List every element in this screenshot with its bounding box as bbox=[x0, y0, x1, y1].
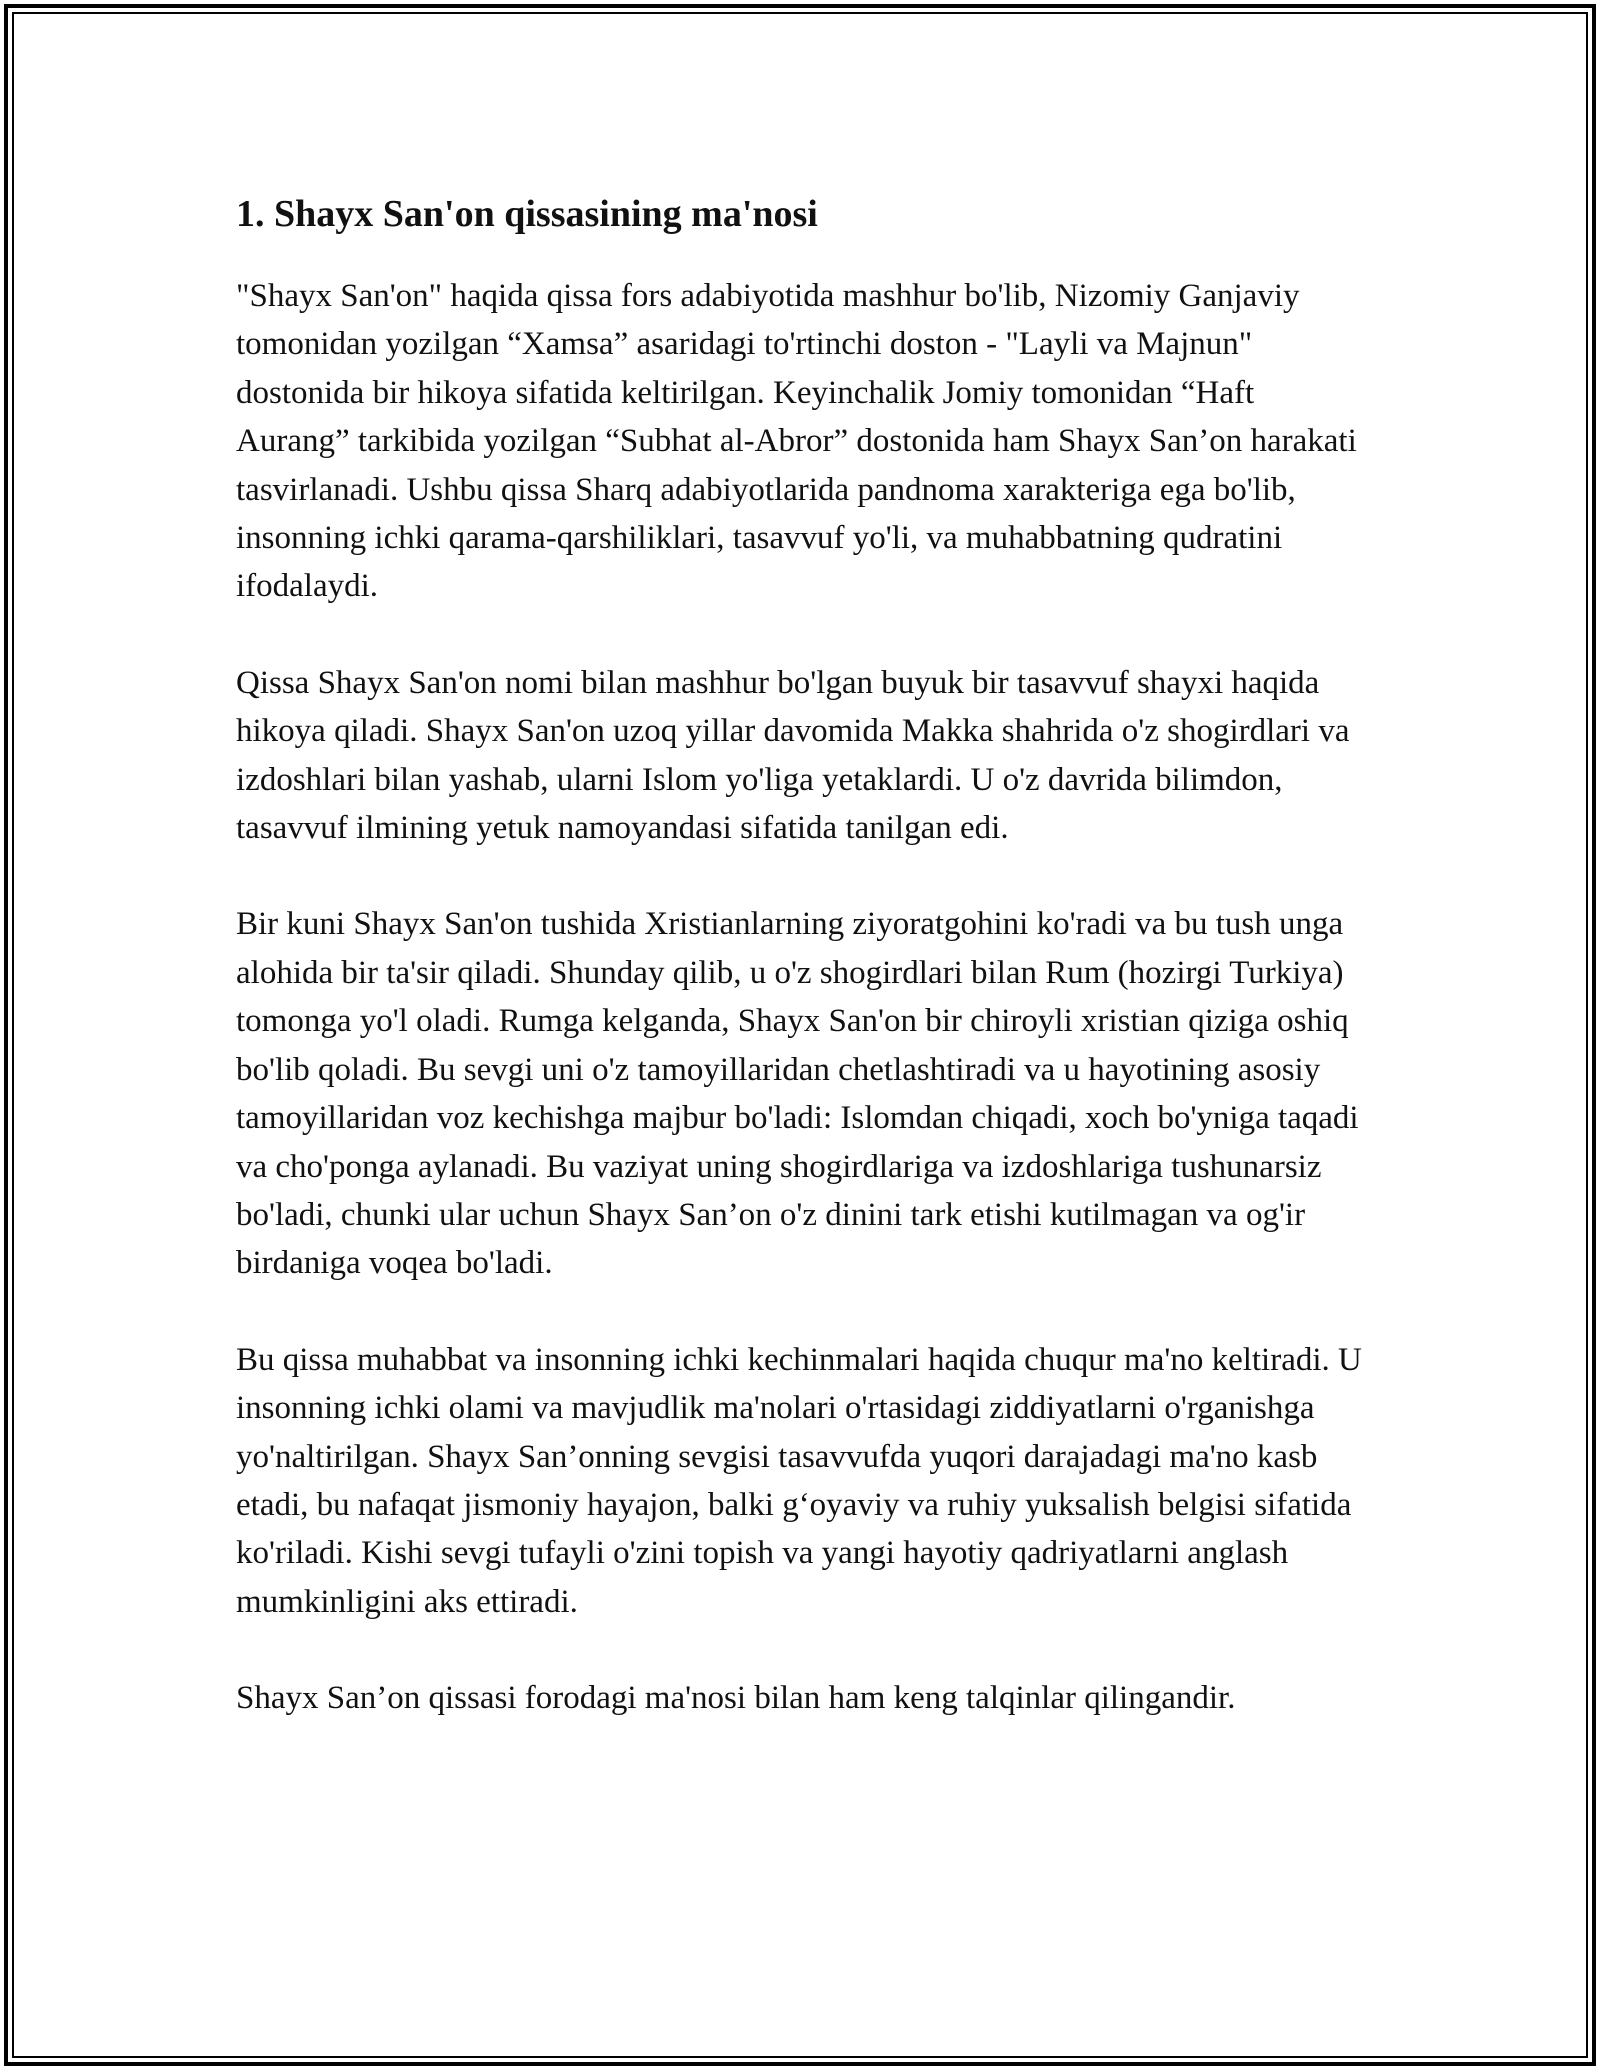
paragraph-4: Bu qissa muhabbat va insonning ichki kechinmalari haqida chuqur ma'no keltiradi. U insonning ichki olami va mavjudlik ma'nolari o'rtasidagi ziddiyatlarni o'rganishga yo'naltirilgan. Shayx San’onning sevgisi tasavvufda yuqori darajadagi ma'no kasb etadi, bu nafaqat jismoniy hayajon, balki g‘oyaviy va ruhiy yuksalish belgisi sifatida ko'riladi. Kishi sevgi tufayli o'zini topish va yangi hayotiy qadriyatlarni anglash mumkinligini aks ettiradi. bbox=[236, 1341, 1362, 1620]
paragraph-2: Qissa Shayx San'on nomi bilan mashhur bo'lgan buyuk bir tasavvuf shayxi haqida hikoya qiladi. Shayx San'on uzoq yillar davomida Makka shahrida o'z shogirdlari va izdoshlari bilan yashab, ularni Islom yo'liga yetaklardi. U o'z davrida bilimdon, tasavvuf ilmining yetuk namoyandasi sifatida tanilgan edi. bbox=[236, 664, 1350, 847]
paragraph-3: Bir kuni Shayx San'on tushida Xristianlarning ziyoratgohini ko'radi va bu tush unga alohida bir ta'sir qiladi. Shunday qilib, u o'z shogirdlari bilan Rum (hozirgi Turkiya) tomonga yo'l oladi. Rumga kelganda, Shayx San'on bir chiroyli xristian qiziga oshiq bo'lib qoladi. Bu sevgi uni o'z tamoyillaridan chetlashtiradi va u hayotining asosiy tamoyillaridan voz kechishga majbur bo'ladi: Islomdan chiqadi, xoch bo'yniga taqadi va cho'ponga aylanadi. Bu vaziyat uning shogirdlariga va izdoshlariga tushunarsiz bo'ladi, chunki ular uchun Shayx San’on o'z dinini tark etishi kutilmagan va og'ir birdaniga voqea bo'ladi. bbox=[236, 906, 1359, 1282]
document-body bbox=[236, 182, 1366, 1771]
paragraph-5: Shayx San’on qissasi forodagi ma'nosi bilan ham keng talqinlar qilingandir. bbox=[236, 1680, 1236, 1717]
paragraph-1: "Shayx San'on" haqida qissa fors adabiyotida mashhur bo'lib, Nizomiy Ganjaviy tomonidan yozilgan “Xamsa” asaridagi to'rtinchi doston - "Layli va Majnun" dostonida bir hikoya sifatida keltirilgan. Keyinchalik Jomiy tomonidan “Haft Aurang” tarkibida yozilgan “Subhat al-Abror” dostonida ham Shayx San’on harakati tasvirlanadi. Ushbu qissa Sharq adabiyotlarida pandnoma xarakteriga ega bo'lib, insonning ichki qarama-qarshiliklari, tasavvuf yo'li, va muhabbatning qudratini ifodalaydi. bbox=[236, 278, 1357, 605]
section-heading: 1. Shayx San'on qissasining ma'nosi bbox=[236, 193, 818, 235]
